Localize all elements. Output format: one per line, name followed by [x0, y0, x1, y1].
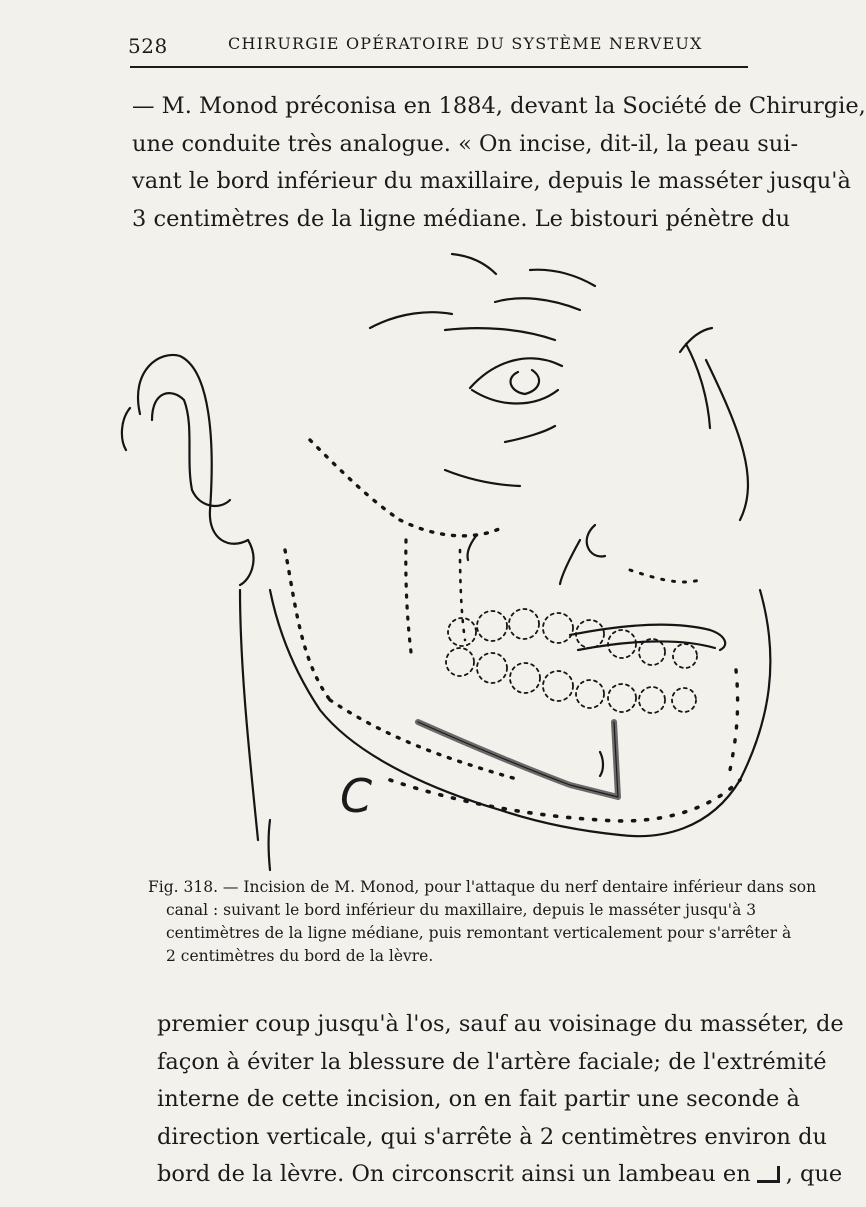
- neck-front: [269, 820, 271, 870]
- running-title: CHIRURGIE OPÉRATOIRE DU SYSTÈME NERVEUX: [228, 34, 703, 53]
- text-line: — M. Monod préconisa en 1884, devant la Société de Chirurgie,: [132, 93, 866, 119]
- eye-lower: [472, 390, 558, 404]
- text-line: direction verticale, qui s'arrête à 2 centimètres environ du: [157, 1123, 827, 1150]
- text-line-last: [157, 1156, 843, 1194]
- page-number: 528: [128, 34, 168, 58]
- nose-line: [686, 344, 710, 428]
- nerve-mark: [560, 540, 580, 584]
- text-fragment: , que: [785, 1161, 843, 1187]
- caption-line: Fig. 318. — Incision de M. Monod, pour l'attaque du nerf dentaire inférieur dans son: [148, 878, 817, 896]
- eyebrow-stroke: [452, 254, 496, 274]
- text-fragment: bord de la lèvre. On circonscrit ainsi un lambeau en: [157, 1161, 751, 1187]
- text-line: façon à éviter la blessure de l'artère faciale; de l'extrémité: [157, 1048, 827, 1075]
- nerve-mark: [600, 752, 603, 776]
- brow-arch: [370, 312, 452, 328]
- neck-back: [240, 590, 258, 840]
- text-line: premier coup jusqu'à l'os, sauf au voisinage du masséter, de: [157, 1011, 844, 1037]
- corner-bracket-icon: [757, 1166, 780, 1183]
- dotted-nerve: [330, 700, 520, 780]
- dotted-nerve: [310, 440, 400, 520]
- nostril: [587, 525, 605, 557]
- ear-lobe: [240, 540, 253, 585]
- brow-arch: [445, 328, 555, 340]
- eyebrow-stroke: [495, 298, 580, 310]
- ear-inner: [152, 393, 230, 506]
- under-eye: [505, 426, 555, 442]
- nose-outline: [706, 360, 748, 520]
- caption-line: 2 centimètres du bord de la lèvre.: [166, 947, 434, 965]
- text-line: interne de cette incision, on en fait partir une seconde à: [157, 1086, 800, 1112]
- dotted-vertical: [460, 550, 465, 640]
- cheek-line: [445, 470, 520, 486]
- figure-caption: [148, 876, 817, 968]
- paragraph-bottom: [157, 1006, 844, 1194]
- header-rule: [130, 66, 748, 68]
- dotted-chin: [730, 670, 738, 770]
- ear-outer: [138, 355, 248, 544]
- hand-letter: C: [340, 769, 373, 823]
- iris: [511, 370, 540, 394]
- dotted-nerve: [400, 520, 505, 536]
- text-line: vant le bord inférieur du maxillaire, depuis le masséter jusqu'à: [132, 168, 851, 194]
- lower-lip: [578, 641, 715, 650]
- dotted-vertical: [406, 540, 412, 660]
- nose-bridge: [680, 328, 712, 352]
- text-line: 3 centimètres de la ligne médiane. Le bistouri pénètre du: [132, 205, 791, 232]
- back-line: [122, 408, 130, 450]
- anatomical-figure: [100, 240, 780, 870]
- dotted-cheek: [630, 570, 700, 582]
- text-line: une conduite très analogue. « On incise, dit-il, la peau sui-: [132, 130, 799, 157]
- paragraph-top: [132, 88, 866, 238]
- incision-line: [418, 722, 618, 797]
- eyebrow-stroke: [530, 270, 595, 286]
- nerve-mark: [467, 536, 476, 560]
- dotted-nerve: [285, 550, 330, 700]
- caption-line: canal : suivant le bord inférieur du maxillaire, depuis le masséter jusqu'à 3: [166, 901, 757, 919]
- caption-line: centimètres de la ligne médiane, puis remontant verticalement pour s'arrêter à: [166, 924, 792, 942]
